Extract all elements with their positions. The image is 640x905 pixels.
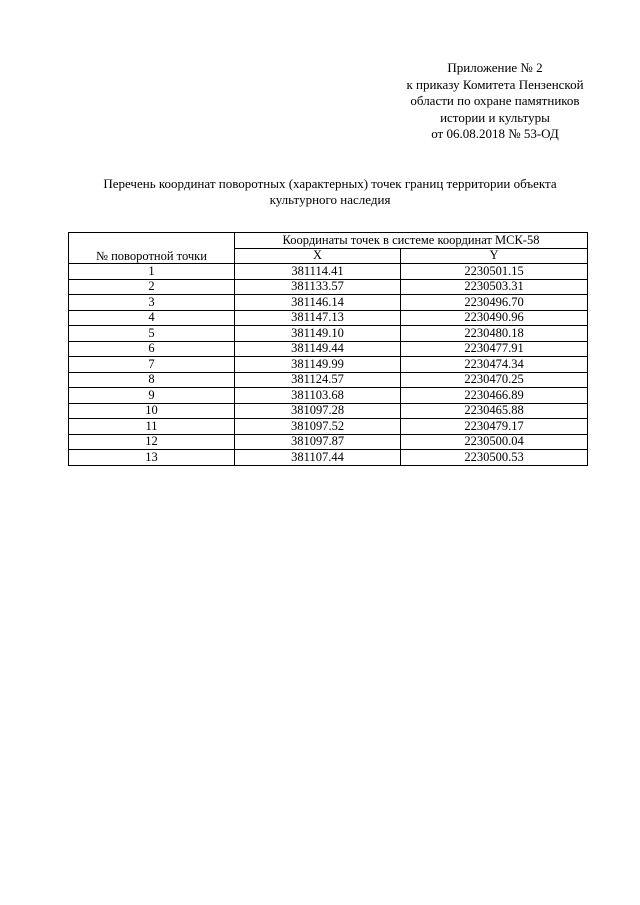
x-coordinate-cell: 381149.99 bbox=[235, 357, 401, 373]
appendix-line: области по охране памятников bbox=[410, 93, 580, 108]
x-coordinate-cell: 381097.87 bbox=[235, 434, 401, 450]
table-row bbox=[69, 264, 588, 280]
coordinates-table bbox=[68, 232, 588, 466]
point-number-cell: 7 bbox=[69, 357, 235, 373]
x-coordinate-cell: 381133.57 bbox=[235, 279, 401, 295]
table-header-row bbox=[69, 233, 588, 249]
x-coordinate-cell: 381124.57 bbox=[235, 372, 401, 388]
table-row bbox=[69, 279, 588, 295]
point-number-cell: 1 bbox=[69, 264, 235, 280]
table-row bbox=[69, 295, 588, 311]
point-number-cell: 6 bbox=[69, 341, 235, 357]
point-number-cell: 13 bbox=[69, 450, 235, 466]
x-coordinate-cell: 381107.44 bbox=[235, 450, 401, 466]
table-body bbox=[69, 264, 588, 466]
appendix-line: Приложение № 2 bbox=[447, 60, 543, 75]
y-coordinate-cell: 2230477.91 bbox=[401, 341, 588, 357]
x-coordinate-cell: 381097.28 bbox=[235, 403, 401, 419]
y-coordinate-cell: 2230500.04 bbox=[401, 434, 588, 450]
y-coordinate-cell: 2230490.96 bbox=[401, 310, 588, 326]
y-coordinate-cell: 2230466.89 bbox=[401, 388, 588, 404]
table-row bbox=[69, 434, 588, 450]
appendix-header bbox=[390, 60, 600, 143]
x-coordinate-cell: 381114.41 bbox=[235, 264, 401, 280]
y-coordinate-cell: 2230496.70 bbox=[401, 295, 588, 311]
appendix-line: истории и культуры bbox=[440, 109, 550, 125]
y-coordinate-cell: 2230503.31 bbox=[401, 279, 588, 295]
point-number-cell: 12 bbox=[69, 434, 235, 450]
x-coordinate-cell: 381103.68 bbox=[235, 388, 401, 404]
table-row bbox=[69, 403, 588, 419]
x-coordinate-cell: 381097.52 bbox=[235, 419, 401, 435]
appendix-line: к приказу Комитета Пензенской bbox=[406, 76, 584, 92]
point-number-cell: 10 bbox=[69, 403, 235, 419]
y-coordinate-cell: 2230465.88 bbox=[401, 403, 588, 419]
y-coordinate-cell: 2230501.15 bbox=[401, 264, 588, 280]
point-number-cell: 8 bbox=[69, 372, 235, 388]
table-row bbox=[69, 388, 588, 404]
coordinate-system-header: Координаты точек в системе координат МСК-58 bbox=[235, 233, 588, 249]
table-row bbox=[69, 419, 588, 435]
table-row bbox=[69, 450, 588, 466]
point-number-cell: 4 bbox=[69, 310, 235, 326]
table-row bbox=[69, 372, 588, 388]
y-coordinate-cell: 2230474.34 bbox=[401, 357, 588, 373]
document-title bbox=[60, 176, 600, 207]
x-coordinate-cell: 381149.10 bbox=[235, 326, 401, 342]
point-number-cell: 2 bbox=[69, 279, 235, 295]
y-coordinate-cell: 2230500.53 bbox=[401, 450, 588, 466]
table-row bbox=[69, 310, 588, 326]
y-column-header: Y bbox=[401, 248, 588, 264]
point-number-cell: 11 bbox=[69, 419, 235, 435]
document-title-line: Перечень координат поворотных (характерных) точек границ территории объекта bbox=[103, 176, 557, 191]
y-coordinate-cell: 2230480.18 bbox=[401, 326, 588, 342]
x-coordinate-cell: 381149.44 bbox=[235, 341, 401, 357]
point-number-header: № поворотной точки bbox=[69, 233, 235, 264]
table-row bbox=[69, 341, 588, 357]
table-row bbox=[69, 326, 588, 342]
table-row bbox=[69, 357, 588, 373]
point-number-cell: 3 bbox=[69, 295, 235, 311]
x-coordinate-cell: 381147.13 bbox=[235, 310, 401, 326]
point-number-cell: 5 bbox=[69, 326, 235, 342]
x-coordinate-cell: 381146.14 bbox=[235, 295, 401, 311]
x-column-header: X bbox=[235, 248, 401, 264]
appendix-line: от 06.08.2018 № 53-ОД bbox=[431, 126, 559, 141]
document-title-line: культурного наследия bbox=[269, 191, 391, 207]
y-coordinate-cell: 2230470.25 bbox=[401, 372, 588, 388]
y-coordinate-cell: 2230479.17 bbox=[401, 419, 588, 435]
point-number-cell: 9 bbox=[69, 388, 235, 404]
